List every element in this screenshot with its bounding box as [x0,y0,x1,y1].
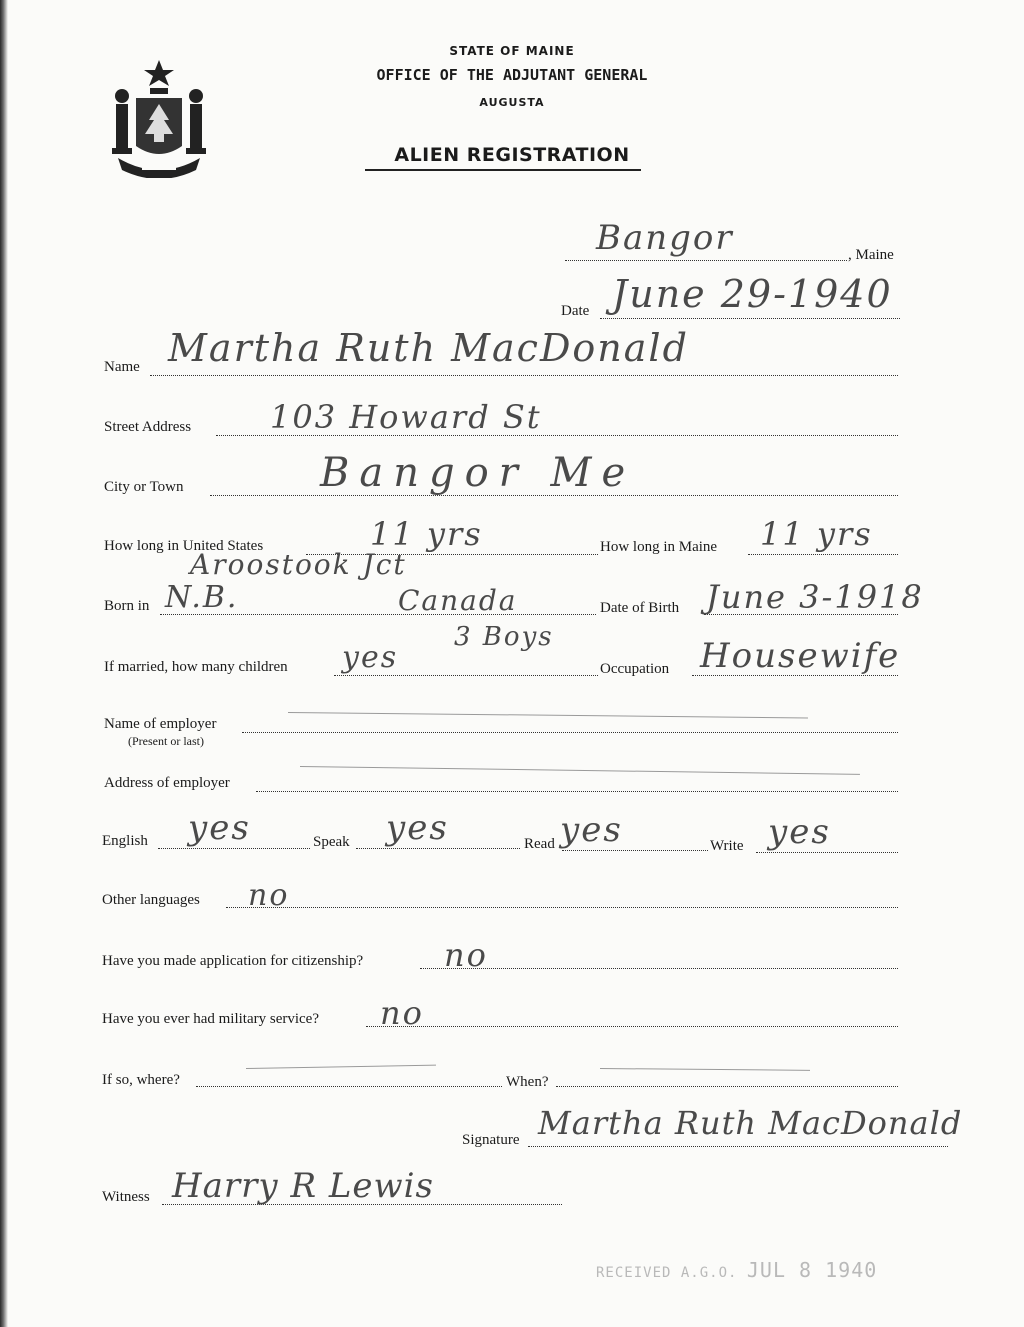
name-entry[interactable]: Martha Ruth MacDonald [168,326,689,370]
children-label: If married, how many children [104,659,288,675]
children-note-entry[interactable]: 3 Boys [454,622,554,652]
english-entry[interactable]: yes [188,808,251,848]
title-underline [365,169,641,171]
employer-addr-label: Address of employer [104,775,230,791]
employer-dash [288,712,808,718]
header-state: STATE OF MAINE [449,44,575,58]
where-line [196,1086,502,1087]
born-label: Born in [104,598,150,614]
how-long-me-entry[interactable]: 11 yrs [760,515,873,553]
read-entry[interactable]: yes [560,810,623,850]
other-lang-entry[interactable]: no [248,878,290,913]
city-entry[interactable]: Bangor Me [320,450,636,496]
signature-line [528,1146,948,1147]
received-stamp [596,1258,877,1282]
born-country-entry[interactable]: Canada [398,584,518,617]
speak-line [356,848,520,849]
write-entry[interactable]: yes [768,812,831,852]
employer-sublabel: (Present or last) [128,734,204,748]
children-line [334,675,598,676]
children-entry[interactable]: yes [342,640,399,675]
witness-entry[interactable]: Harry R Lewis [172,1166,434,1206]
employer-addr-line [256,791,898,792]
read-line [562,850,708,851]
received-stamp-date: JUL 8 1940 [746,1258,878,1282]
citizenship-line [420,968,898,969]
when-dash [600,1068,810,1071]
place-entry[interactable]: Bangor [596,218,734,258]
other-lang-label: Other languages [102,892,200,908]
how-long-me-label: How long in Maine [600,539,718,555]
write-label: Write [710,838,744,854]
military-line [366,1026,898,1027]
header-office: OFFICE OF THE ADJUTANT GENERAL [376,66,648,84]
where-label: If so, where? [102,1072,180,1088]
speak-entry[interactable]: yes [386,808,449,848]
header-city: AUGUSTA [479,96,545,109]
citizenship-label: Have you made application for citizenship? [102,953,364,969]
dob-label: Date of Birth [600,600,680,616]
signature-label: Signature [462,1132,520,1148]
employer-line [242,732,898,733]
dob-entry[interactable]: June 3-1918 [706,578,924,616]
date-label: Date [561,303,590,319]
how-long-us-entry[interactable]: 11 yrs [370,515,483,553]
how-long-me-line [748,554,898,555]
when-label: When? [506,1074,549,1090]
form-title: ALIEN REGISTRATION [394,144,630,166]
occupation-label: Occupation [600,661,670,677]
employer-label: Name of employer [104,716,217,732]
how-long-us-label: How long in United States [104,538,264,554]
occupation-entry[interactable]: Housewife [700,636,901,676]
other-lang-line [226,907,898,908]
military-label: Have you ever had military service? [102,1011,319,1027]
read-label: Read [524,836,555,852]
name-line [150,375,898,376]
received-stamp-text: RECEIVED A.G.O. [596,1265,738,1281]
place-line [565,260,847,261]
date-line [600,318,900,319]
born-entry-line2[interactable]: N.B. [165,580,239,615]
street-entry[interactable]: 103 Howard St [270,398,542,436]
english-line [158,848,310,849]
page-edge-shadow [0,0,8,1327]
street-label: Street Address [104,419,192,435]
employer-addr-dash [300,766,860,775]
date-entry[interactable]: June 29-1940 [612,272,893,316]
place-suffix: , Maine [848,247,894,263]
citizenship-entry[interactable]: no [444,936,488,974]
name-label: Name [104,359,140,375]
military-entry[interactable]: no [380,994,424,1032]
write-line [756,852,898,853]
when-line [556,1086,898,1087]
signature-entry[interactable]: Martha Ruth MacDonald [538,1104,963,1142]
city-label: City or Town [104,479,184,495]
witness-label: Witness [102,1189,150,1205]
speak-label: Speak [313,834,350,850]
where-dash [246,1065,436,1069]
born-entry-line1[interactable]: Aroostook Jct [190,548,407,581]
english-label: English [102,833,148,849]
